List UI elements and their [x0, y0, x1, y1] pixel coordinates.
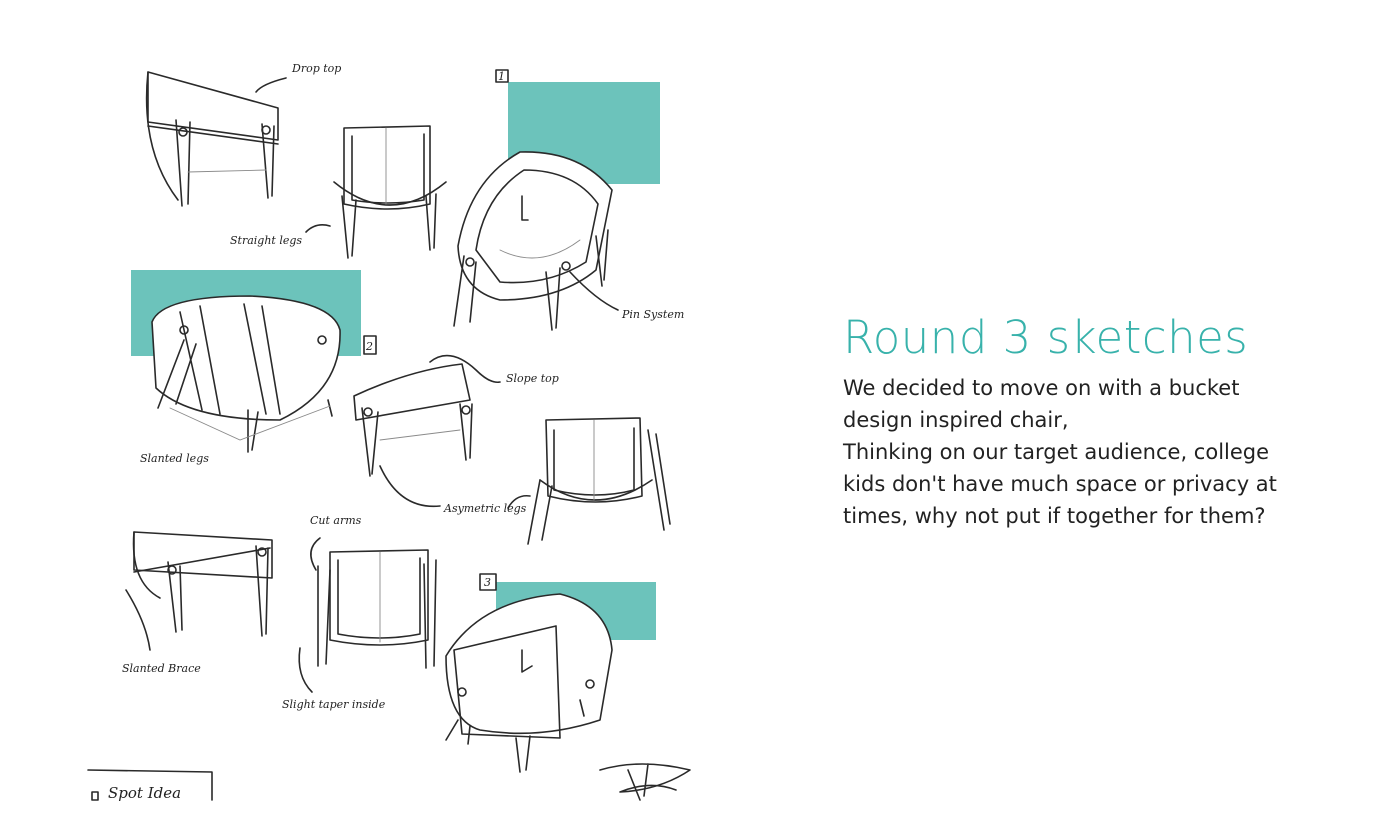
body-line-2: design inspired chair,: [843, 408, 1069, 432]
note-slight-taper: Slight taper inside: [282, 698, 386, 711]
signature: [600, 764, 690, 800]
concept-number-3: 3: [484, 576, 491, 589]
body-line-3: Thinking on our target audience, college: [843, 440, 1270, 464]
note-slanted-legs: Slanted legs: [140, 452, 209, 465]
note-spot-idea: Spot Idea: [108, 784, 182, 802]
sketch-cut-arms: [299, 538, 436, 692]
body-line-4: kids don't have much space or privacy at: [843, 472, 1277, 496]
concept-number-2: 2: [366, 340, 373, 353]
sketch-drop-top: [147, 72, 286, 206]
sketch-slanted-brace: [126, 532, 272, 650]
sketch-asymmetric-legs: [380, 418, 670, 544]
text-panel: [843, 310, 1363, 532]
note-slope-top: Slope top: [506, 372, 559, 385]
note-drop-top: Drop top: [292, 62, 342, 75]
concept-number-1: 1: [498, 70, 505, 83]
note-slanted-brace: Slanted Brace: [122, 662, 201, 675]
note-cut-arms: Cut arms: [310, 514, 362, 527]
sketch-straight-legs: [306, 126, 446, 258]
page-title: Round 3 sketches: [843, 311, 1249, 364]
note-asymmetric-legs: Asymetric legs: [444, 502, 527, 515]
sketch-slope-top: [354, 356, 500, 476]
body-line-5: times, why not put if together for them?: [843, 504, 1266, 528]
body-line-1: We decided to move on with a bucket: [843, 376, 1240, 400]
note-pin-system: Pin System: [622, 308, 685, 321]
note-straight-legs: Straight legs: [230, 234, 303, 247]
